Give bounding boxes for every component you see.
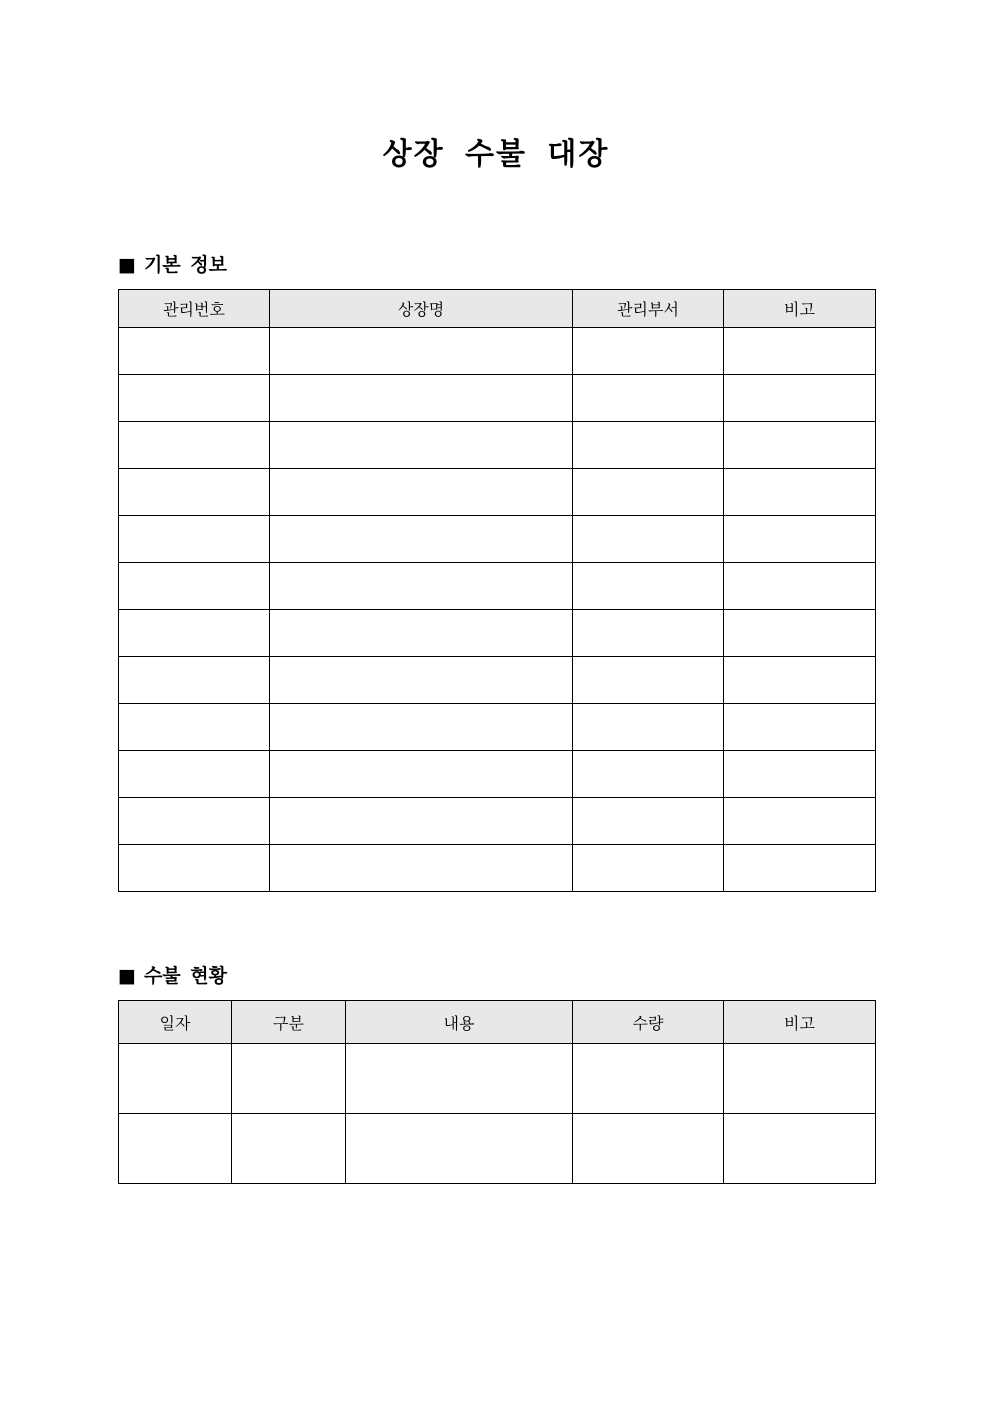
square-bullet-icon: ■ xyxy=(118,965,136,987)
table-cell[interactable] xyxy=(270,563,573,610)
column-header-remarks: 비고 xyxy=(724,290,876,328)
table-cell[interactable] xyxy=(119,798,270,845)
table-row xyxy=(119,704,876,751)
table-cell[interactable] xyxy=(573,845,724,892)
table-cell[interactable] xyxy=(270,375,573,422)
table-cell[interactable] xyxy=(573,1044,724,1114)
table-cell[interactable] xyxy=(573,657,724,704)
section-title: 기본 정보 xyxy=(143,254,227,276)
table-cell[interactable] xyxy=(724,751,876,798)
table-row xyxy=(119,469,876,516)
table-cell[interactable] xyxy=(119,375,270,422)
column-header-remarks: 비고 xyxy=(724,1001,876,1044)
table-cell[interactable] xyxy=(724,798,876,845)
table-cell[interactable] xyxy=(270,469,573,516)
table-cell[interactable] xyxy=(573,704,724,751)
table-cell[interactable] xyxy=(270,704,573,751)
section-title: 수불 현황 xyxy=(143,965,227,987)
table-cell[interactable] xyxy=(270,422,573,469)
table-row xyxy=(119,422,876,469)
table-cell[interactable] xyxy=(119,610,270,657)
square-bullet-icon: ■ xyxy=(118,254,136,276)
table-cell[interactable] xyxy=(724,328,876,375)
table-cell[interactable] xyxy=(573,798,724,845)
table-cell[interactable] xyxy=(724,657,876,704)
table-cell[interactable] xyxy=(119,516,270,563)
table-cell[interactable] xyxy=(724,1044,876,1114)
table-cell[interactable] xyxy=(270,845,573,892)
table-cell[interactable] xyxy=(270,610,573,657)
table-cell[interactable] xyxy=(119,1114,232,1184)
table-cell[interactable] xyxy=(346,1044,573,1114)
section-heading-basic-info xyxy=(118,252,227,278)
table-cell[interactable] xyxy=(573,328,724,375)
table-cell[interactable] xyxy=(573,375,724,422)
table-cell[interactable] xyxy=(119,704,270,751)
table-row xyxy=(119,516,876,563)
section-heading-flow-status xyxy=(118,963,227,989)
column-header-certificate-name: 상장명 xyxy=(270,290,573,328)
table-cell[interactable] xyxy=(119,751,270,798)
table-cell[interactable] xyxy=(119,1044,232,1114)
table-cell[interactable] xyxy=(724,704,876,751)
table-row xyxy=(119,610,876,657)
table-cell[interactable] xyxy=(573,563,724,610)
table-cell[interactable] xyxy=(270,751,573,798)
table-cell[interactable] xyxy=(270,516,573,563)
basic-info-table xyxy=(118,289,876,892)
table-cell[interactable] xyxy=(724,563,876,610)
page-title: 상장 수불 대장 xyxy=(382,137,610,172)
table-row xyxy=(119,657,876,704)
table-cell[interactable] xyxy=(573,610,724,657)
flow-status-table xyxy=(118,1000,876,1184)
table-row xyxy=(119,375,876,422)
table-cell[interactable] xyxy=(724,610,876,657)
table-header-row xyxy=(119,290,876,328)
table-cell[interactable] xyxy=(232,1114,346,1184)
table-cell[interactable] xyxy=(270,328,573,375)
table-cell[interactable] xyxy=(724,422,876,469)
table-row xyxy=(119,751,876,798)
table-cell[interactable] xyxy=(270,798,573,845)
table-cell[interactable] xyxy=(573,516,724,563)
table-cell[interactable] xyxy=(724,516,876,563)
table-cell[interactable] xyxy=(724,375,876,422)
table-cell[interactable] xyxy=(119,657,270,704)
table-cell[interactable] xyxy=(573,422,724,469)
column-header-date: 일자 xyxy=(119,1001,232,1044)
table-cell[interactable] xyxy=(724,469,876,516)
table-header-row xyxy=(119,1001,876,1044)
table-row xyxy=(119,1044,876,1114)
column-header-quantity: 수량 xyxy=(573,1001,724,1044)
table-row xyxy=(119,328,876,375)
column-header-department: 관리부서 xyxy=(573,290,724,328)
table-cell[interactable] xyxy=(119,845,270,892)
table-cell[interactable] xyxy=(573,469,724,516)
table-cell[interactable] xyxy=(119,563,270,610)
table-cell[interactable] xyxy=(573,1114,724,1184)
table-cell[interactable] xyxy=(346,1114,573,1184)
table-cell[interactable] xyxy=(119,328,270,375)
table-cell[interactable] xyxy=(119,422,270,469)
column-header-management-number: 관리번호 xyxy=(119,290,270,328)
table-cell[interactable] xyxy=(270,657,573,704)
table-cell[interactable] xyxy=(232,1044,346,1114)
column-header-content: 내용 xyxy=(346,1001,573,1044)
table-row xyxy=(119,563,876,610)
table-cell[interactable] xyxy=(724,1114,876,1184)
table-cell[interactable] xyxy=(573,751,724,798)
table-row xyxy=(119,845,876,892)
column-header-category: 구분 xyxy=(232,1001,346,1044)
table-cell[interactable] xyxy=(724,845,876,892)
table-cell[interactable] xyxy=(119,469,270,516)
table-row xyxy=(119,798,876,845)
table-row xyxy=(119,1114,876,1184)
